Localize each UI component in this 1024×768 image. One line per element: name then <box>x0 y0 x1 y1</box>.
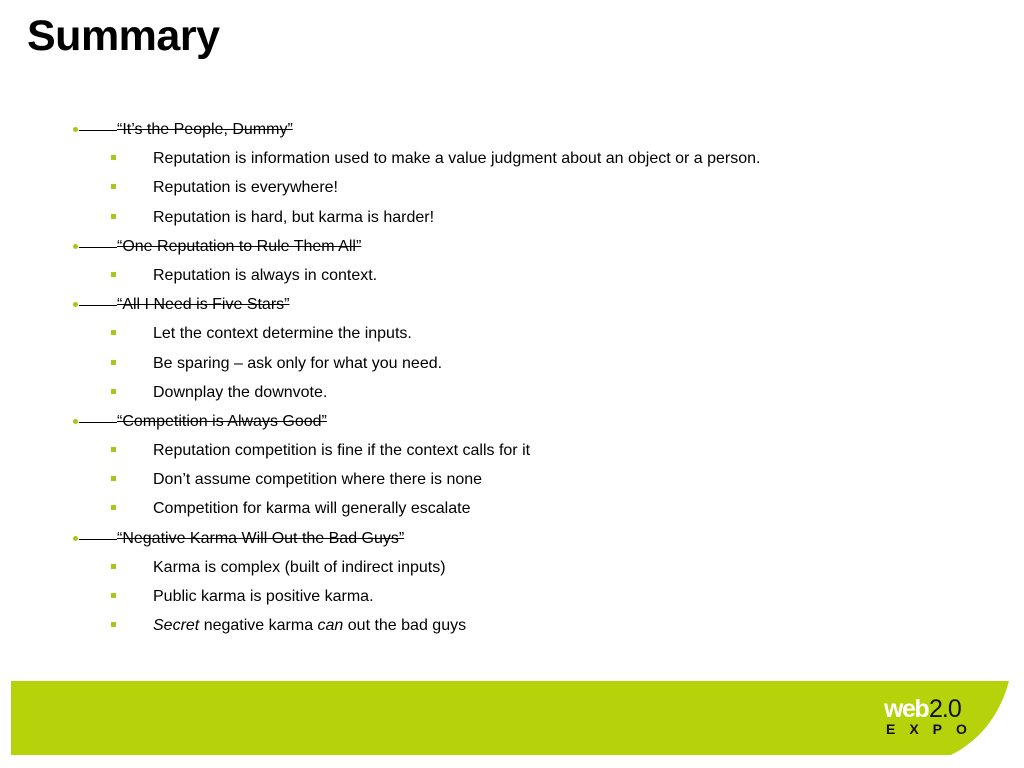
bullet-text: Downplay the downvote. <box>153 383 328 401</box>
sub-bullet-item <box>0 261 1000 290</box>
bullet-text: “All I Need is Five Stars” <box>117 296 290 314</box>
italic-text-run: can <box>317 617 344 635</box>
bullet-text: Reputation is always in context. <box>153 266 378 284</box>
strikethrough-lead-line <box>79 305 117 306</box>
round-bullet-icon <box>73 244 78 249</box>
square-bullet-icon <box>111 476 116 481</box>
square-bullet-icon <box>111 622 116 627</box>
square-bullet-icon <box>111 447 116 452</box>
square-bullet-icon <box>111 272 116 277</box>
round-bullet-icon <box>73 536 78 541</box>
strikethrough-lead-line <box>79 247 117 248</box>
sub-bullet-item <box>0 582 1000 611</box>
bullet-text: Competition for karma will generally escalate <box>153 500 471 518</box>
logo-expo-text: EXPO <box>886 721 981 737</box>
bullet-item <box>0 115 1000 144</box>
square-bullet-icon <box>111 389 116 394</box>
sub-bullet-item <box>0 319 1000 348</box>
sub-bullet-item <box>0 378 1000 407</box>
sub-bullet-item <box>0 144 1000 173</box>
bullet-text: Reputation is information used to make a value judgment about an object or a person. <box>153 150 761 168</box>
footer-curve-graphic <box>11 681 1009 755</box>
bullet-item <box>0 407 1000 436</box>
square-bullet-icon <box>111 330 116 335</box>
footer-band <box>11 681 1009 755</box>
slide-title: Summary <box>27 12 220 60</box>
italic-text-run: Secret <box>153 617 200 635</box>
bullet-item <box>0 524 1000 553</box>
square-bullet-icon <box>111 564 116 569</box>
square-bullet-icon <box>111 184 116 189</box>
logo-web-text: web <box>884 695 929 723</box>
round-bullet-icon <box>73 419 78 424</box>
web20-expo-logo <box>884 695 984 740</box>
bullet-text: Be sparing – ask only for what you need. <box>153 354 443 372</box>
bullet-text: Public karma is positive karma. <box>153 588 374 605</box>
sub-bullet-item <box>0 436 1000 465</box>
sub-bullet-item <box>0 203 1000 232</box>
bullet-item <box>0 290 1000 319</box>
square-bullet-icon <box>111 593 116 598</box>
bullet-text: Karma is complex (built of indirect inputs) <box>153 558 446 576</box>
bullet-outline <box>0 115 1000 640</box>
bullet-text: Reputation is hard, but karma is harder! <box>153 208 435 226</box>
bullet-text: “Competition is Always Good” <box>117 412 327 430</box>
bullet-text: “One Reputation to Rule Them All” <box>117 237 362 255</box>
logo-version-text: 2.0 <box>929 695 961 723</box>
square-bullet-icon <box>111 214 116 219</box>
round-bullet-icon <box>73 127 78 132</box>
square-bullet-icon <box>111 360 116 365</box>
strikethrough-lead-line <box>79 130 117 131</box>
bullet-text <box>153 611 466 640</box>
strikethrough-lead-line <box>79 422 117 423</box>
sub-bullet-item <box>0 173 1000 202</box>
text-run: out the bad guys <box>343 617 467 635</box>
bullet-text: Reputation competition is fine if the context calls for it <box>153 442 531 460</box>
round-bullet-icon <box>73 302 78 307</box>
sub-bullet-item <box>0 494 1000 523</box>
sub-bullet-item <box>0 349 1000 378</box>
square-bullet-icon <box>111 155 116 160</box>
bullet-text: Don’t assume competition where there is none <box>153 471 483 489</box>
sub-bullet-item <box>0 465 1000 494</box>
strikethrough-lead-line <box>79 539 117 540</box>
bullet-text: “Negative Karma Will Out the Bad Guys” <box>117 529 405 547</box>
text-run: negative karma <box>199 617 318 635</box>
bullet-text: Reputation is everywhere! <box>153 179 338 197</box>
square-bullet-icon <box>111 505 116 510</box>
bullet-text: Let the context determine the inputs. <box>153 325 412 343</box>
sub-bullet-item <box>0 553 1000 582</box>
bullet-text: “It’s the People, Dummy” <box>117 121 293 138</box>
bullet-item <box>0 232 1000 261</box>
sub-bullet-item <box>0 611 1000 640</box>
